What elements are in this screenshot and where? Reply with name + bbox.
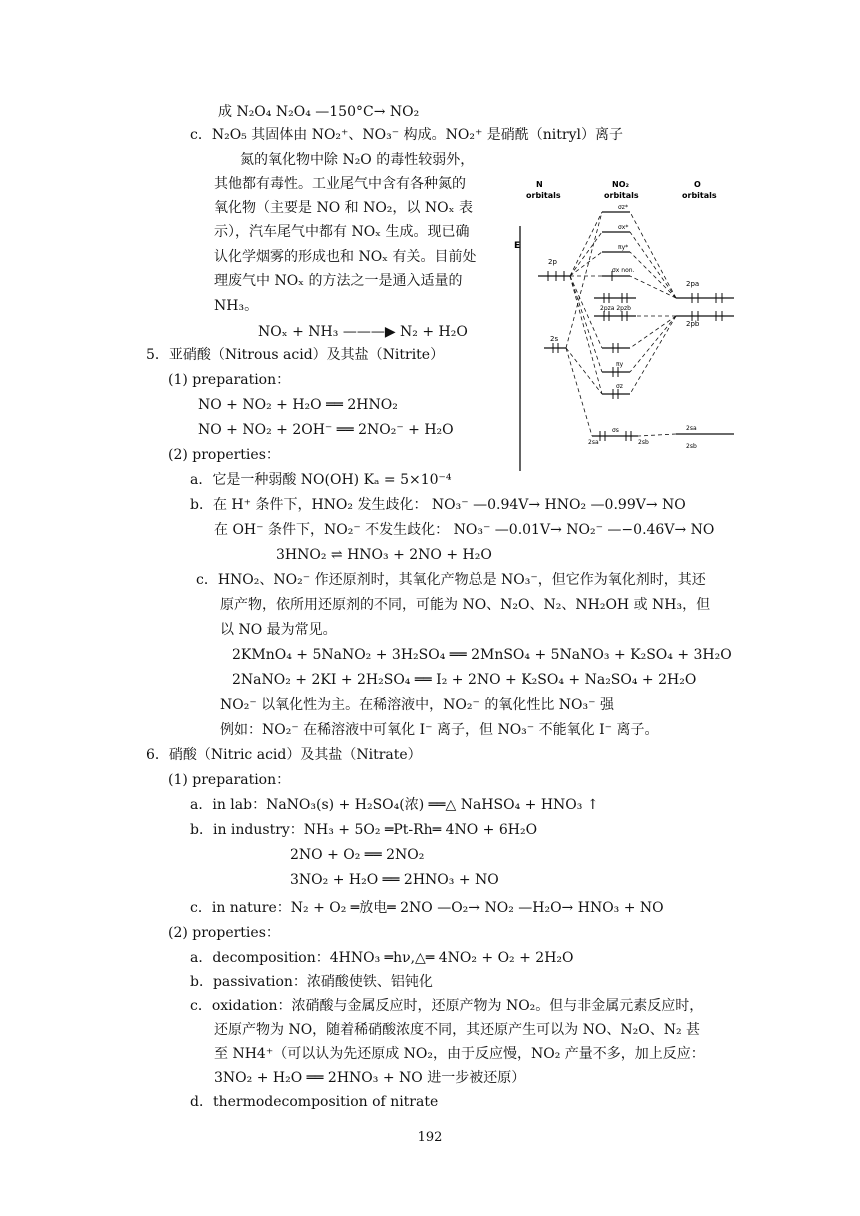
text-line-l04: 其他都有毒性。工业尾气中含有各种氮的 bbox=[214, 176, 466, 192]
text-line-l07: 认化学烟雾的形成也和 NOₓ 有关。目前处 bbox=[214, 249, 477, 265]
text-line-l19: 3HNO₂ ⇌ HNO₃ + 2NO + H₂O bbox=[276, 547, 492, 563]
text-line-l29: a．in lab：NaNO₃(s) + H₂SO₄(浓) ══△ NaHSO₄ + HNO₃ ↑ bbox=[190, 797, 599, 813]
text-line-l09: NH₃。 bbox=[214, 298, 259, 314]
header-left-sub: orbitals bbox=[526, 191, 561, 200]
text-line-l16: a．它是一种弱酸 NO(OH) Kₐ = 5×10⁻⁴ bbox=[190, 472, 452, 488]
text-line-l10: NOₓ + NH₃ ———▶ N₂ + H₂O bbox=[258, 324, 468, 340]
text-line-l32: 3NO₂ + H₂O ══ 2HNO₃ + NO bbox=[290, 872, 499, 888]
o-2sb-label: 2sb bbox=[686, 443, 697, 450]
n-2p-label: 2p bbox=[548, 258, 557, 266]
text-line-l28: (1) preparation： bbox=[168, 772, 291, 788]
text-line-l12: (1) preparation： bbox=[168, 372, 291, 388]
axis-label: E bbox=[514, 241, 521, 251]
text-line-l36: b．passivation：浓硝酸使铁、铝钝化 bbox=[190, 974, 433, 990]
no2-mo-diagram bbox=[508, 176, 738, 476]
text-line-l13: NO + NO₂ + H₂O ══ 2HNO₂ bbox=[198, 397, 398, 413]
mo-label-2: σx* bbox=[618, 224, 629, 231]
page-number: 192 bbox=[417, 1130, 443, 1145]
text-line-l30: b．in industry：NH₃ + 5O₂ ═Pt-Rh═ 4NO + 6H₂O bbox=[190, 822, 538, 838]
o-2pa-label: 2pa bbox=[686, 280, 700, 288]
text-line-l34: (2) properties： bbox=[168, 925, 280, 941]
text-line-l02: c．N₂O₅ 其固体由 NO₂⁺、NO₃⁻ 构成。NO₂⁺ 是硝酰（nitryl）离子 bbox=[190, 127, 623, 143]
text-line-l06: 示），汽车尾气中都有 NOₓ 生成。现已确 bbox=[214, 224, 470, 240]
text-line-l38: 还原产物为 NO，随着稀硝酸浓度不同，其还原产生可以为 NO、N₂O、N₂ 甚 bbox=[214, 1022, 701, 1038]
text-line-l25: NO₂⁻ 以氧化性为主。在稀溶液中，NO₂⁻ 的氧化性比 NO₃⁻ 强 bbox=[220, 697, 614, 713]
text-line-l24: 2NaNO₂ + 2KI + 2H₂SO₄ ══ I₂ + 2NO + K₂SO₄ + Na₂SO₄ + 2H₂O bbox=[232, 672, 697, 688]
text-line-l01: 成 N₂O₄ N₂O₄ —150°C→ NO₂ bbox=[218, 104, 420, 120]
header-mid: NO₂ bbox=[612, 180, 629, 189]
mo-label-6: πy bbox=[616, 361, 624, 368]
text-line-l40: 3NO₂ + H₂O ══ 2HNO₃ + NO 进一步被还原） bbox=[214, 1070, 526, 1086]
text-line-l08: 理废气中 NOₓ 的方法之一是通入适量的 bbox=[214, 273, 463, 289]
mo-label-7: σz bbox=[616, 383, 623, 390]
o-2sa-label: 2sa bbox=[686, 425, 697, 432]
mo-label-1: σz* bbox=[618, 204, 628, 211]
mo-label-5: 2pza 2pzb bbox=[600, 305, 631, 312]
text-line-l26: 例如：NO₂⁻ 在稀溶液中可氧化 I⁻ 离子，但 NO₃⁻ 不能氧化 I⁻ 离子。 bbox=[220, 722, 659, 738]
mo-label-8: σs bbox=[612, 427, 619, 434]
text-line-l21: 原产物，依所用还原剂的不同，可能为 NO、N₂O、N₂、NH₂OH 或 NH₃，但 bbox=[220, 597, 711, 613]
text-line-l15: (2) properties： bbox=[168, 447, 280, 463]
text-line-l31: 2NO + O₂ ══ 2NO₂ bbox=[290, 847, 425, 863]
header-mid-sub: orbitals bbox=[604, 191, 639, 200]
text-line-l33: c．in nature：N₂ + O₂ ═放电═ 2NO —O₂→ NO₂ —H₂O→ HNO₃ + NO bbox=[190, 900, 664, 916]
text-line-l17: b．在 H⁺ 条件下，HNO₂ 发生歧化： NO₃⁻ —0.94V→ HNO₂ —0.99V→ NO bbox=[190, 497, 686, 513]
text-line-l41: d．thermodecomposition of nitrate bbox=[190, 1094, 439, 1110]
mo-label-3: πy* bbox=[618, 244, 629, 251]
text-line-l14: NO + NO₂ + 2OH⁻ ══ 2NO₂⁻ + H₂O bbox=[198, 422, 454, 438]
text-line-l23: 2KMnO₄ + 5NaNO₂ + 3H₂SO₄ ══ 2MnSO₄ + 5NaNO₃ + K₂SO₄ + 3H₂O bbox=[232, 647, 732, 663]
text-line-l11: 5．亚硝酸（Nitrous acid）及其盐（Nitrite） bbox=[146, 347, 445, 363]
o-2pb-label: 2pb bbox=[686, 320, 700, 328]
mo-label-4: σx non. bbox=[612, 267, 635, 274]
text-line-l35: a．decomposition：4HNO₃ ═hν,△═ 4NO₂ + O₂ + 2H₂O bbox=[190, 950, 574, 966]
mo-label-9: 2sa bbox=[588, 439, 599, 446]
text-line-l27: 6．硝酸（Nitric acid）及其盐（Nitrate） bbox=[146, 747, 422, 763]
mo-label-10: 2sb bbox=[638, 439, 649, 446]
text-line-l39: 至 NH4⁺（可以认为先还原成 NO₂，由于反应慢，NO₂ 产量不多，加上反应： bbox=[214, 1046, 705, 1062]
header-right-sub: orbitals bbox=[682, 191, 717, 200]
n-2s-label: 2s bbox=[550, 335, 559, 343]
text-line-l05: 氧化物（主要是 NO 和 NO₂，以 NOₓ 表 bbox=[214, 200, 473, 216]
text-line-l37: c．oxidation：浓硝酸与金属反应时，还原产物为 NO₂。但与非金属元素反应时， bbox=[190, 998, 704, 1014]
header-right: O bbox=[694, 180, 701, 189]
text-line-l20: c．HNO₂、NO₂⁻ 作还原剂时，其氧化产物总是 NO₃⁻，但它作为氧化剂时，其还 bbox=[196, 572, 706, 588]
header-left: N bbox=[536, 180, 543, 189]
text-line-l22: 以 NO 最为常见。 bbox=[220, 622, 337, 638]
text-line-l03: 氮的氧化物中除 N₂O 的毒性较弱外， bbox=[240, 152, 475, 168]
text-line-l18: 在 OH⁻ 条件下，NO₂⁻ 不发生歧化： NO₃⁻ —0.01V→ NO₂⁻ —−0.46V→ NO bbox=[214, 522, 715, 538]
